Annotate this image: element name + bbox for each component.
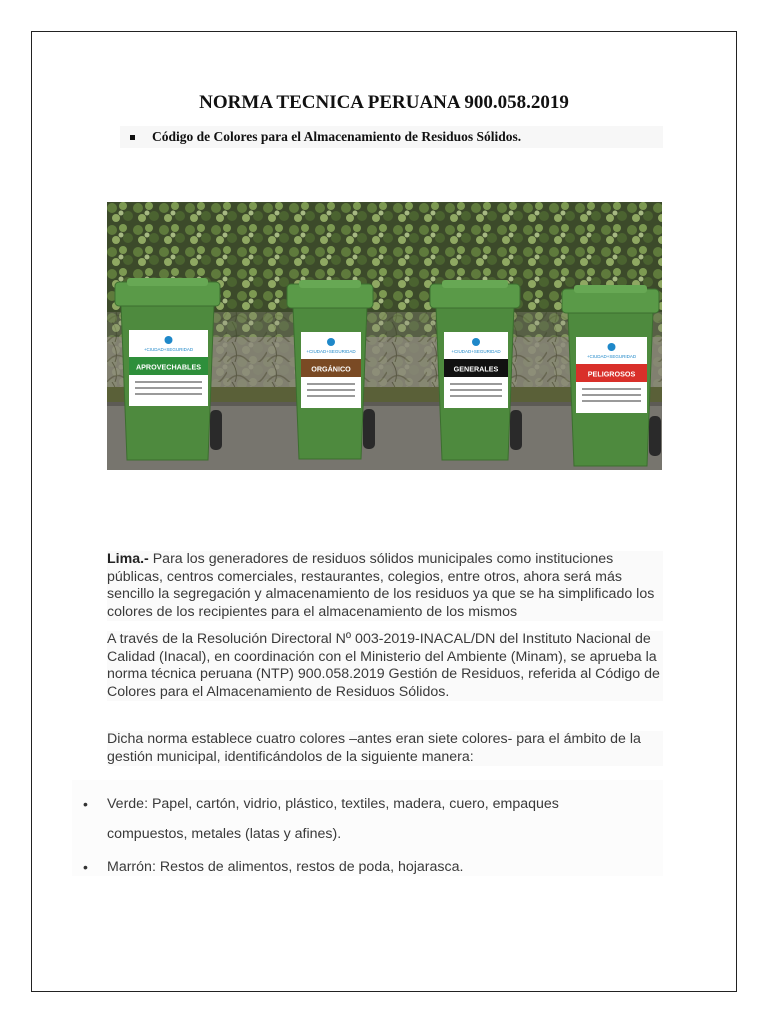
bin-logo-text: +CIUDAD+SEGURIDAD (451, 349, 501, 354)
bullet-icon: • (83, 859, 88, 875)
bin-label: APROVECHABLES (135, 362, 202, 372)
document-subtitle: Código de Colores para el Almacenamiento de Residuos Sólidos. (152, 129, 522, 144)
bin-wheel (649, 416, 661, 456)
sticker-fine-print (135, 381, 202, 383)
color-list (72, 780, 663, 876)
paragraph-intro-text: Para los generadores de residuos sólidos municipales como instituciones públicas, centros comerciales, restaurantes, colegios, entre otros, ahora será más sencillo la segregación y almacenamiento de los residuos ya que se ha simplificado los colores de los recipientes para el almacenamiento de los mismos (107, 551, 655, 620)
sticker-fine-print (450, 395, 502, 397)
subtitle-row (120, 126, 663, 148)
sticker-fine-print (582, 400, 641, 402)
list-item-text: Marrón: Restos de alimentos, restos de poda, hojarasca. (107, 859, 464, 875)
sticker-fine-print (307, 389, 355, 391)
paragraph-colors-intro: Dicha norma establece cuatro colores –antes eran siete colores- para el ámbito de la gestión municipal, identificándolos de la siguiente manera: (107, 731, 663, 766)
bin-wheel (510, 410, 522, 450)
paragraph-intro (107, 551, 663, 621)
list-item (83, 859, 464, 875)
sticker-fine-print (450, 383, 502, 385)
waste-bin (115, 278, 222, 460)
logo-icon (165, 336, 173, 344)
bin-handle (574, 285, 647, 293)
logo-icon (608, 343, 616, 351)
bin-wheel (363, 409, 375, 449)
sticker-fine-print (135, 387, 202, 389)
bin-logo-text: +CIUDAD+SEGURIDAD (306, 349, 356, 354)
paragraph-resolution: A través de la Resolución Directoral Nº 003-2019-INACAL/DN del Instituto Nacional de Calidad (Inacal), en coordinación con el Ministerio del Ambiente (Minam), se aprueba la norma técnica peruana (NTP) 900.058.2019 Gestión de Residuos, referida al Código de Colores para el Almacenamiento de Residuos Sólidos. (107, 631, 663, 701)
bin-handle (127, 278, 208, 286)
list-item-text: Verde: Papel, cartón, vidrio, plástico, textiles, madera, cuero, empaques compuestos, metales (latas y afines). (107, 796, 559, 842)
sticker-fine-print (582, 388, 641, 390)
waste-bins-illustration (107, 202, 662, 470)
waste-bin (562, 285, 661, 466)
document-title: NORMA TECNICA PERUANA 900.058.2019 (199, 92, 569, 113)
bin-label: GENERALES (453, 364, 499, 374)
logo-icon (327, 338, 335, 346)
bin-logo-text: +CIUDAD+SEGURIDAD (586, 354, 637, 359)
waste-bin (430, 280, 522, 460)
waste-bin (287, 280, 375, 459)
bin-handle (299, 280, 361, 288)
sticker-fine-print (582, 394, 641, 396)
bin-wheel (210, 410, 222, 450)
logo-icon (472, 338, 480, 346)
bin-logo-text: +CIUDAD+SEGURIDAD (143, 347, 194, 352)
list-item (83, 789, 627, 849)
square-bullet-icon (130, 135, 135, 140)
waste-bins-photo (107, 202, 662, 470)
paragraph-lead: Lima.- (107, 551, 149, 567)
sticker-fine-print (135, 393, 202, 395)
sticker-fine-print (307, 395, 355, 397)
bin-label: ORGÁNICO (311, 364, 351, 374)
bin-label: PELIGROSOS (587, 369, 636, 379)
bullet-icon: • (83, 796, 88, 812)
bin-handle (442, 280, 508, 288)
sticker-fine-print (307, 383, 355, 385)
sticker-fine-print (450, 389, 502, 391)
